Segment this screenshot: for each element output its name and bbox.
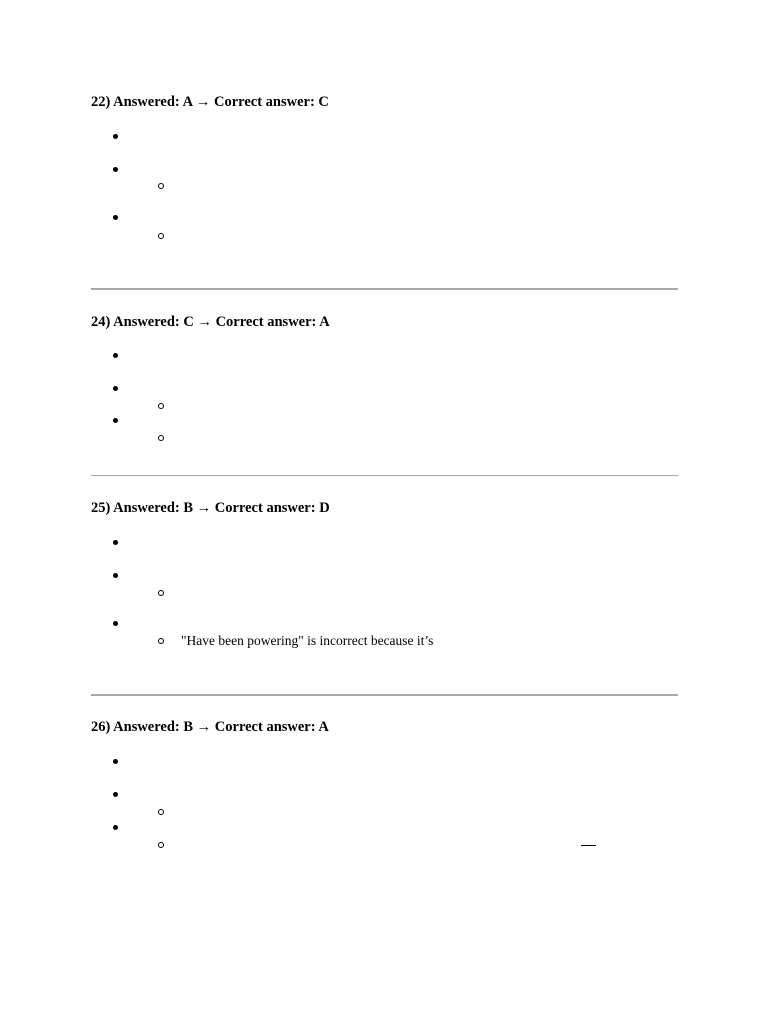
bullet	[113, 215, 118, 220]
answer-heading: 22) Answered: A → Correct answer: C	[91, 94, 329, 110]
bullet	[113, 386, 118, 391]
sub-bullet	[158, 809, 164, 815]
bullet	[113, 825, 118, 830]
answer-heading: 26) Answered: B → Correct answer: A	[91, 719, 329, 735]
divider	[91, 694, 678, 696]
bullet	[113, 792, 118, 797]
bullet	[113, 759, 118, 764]
sub-bullet	[158, 842, 164, 848]
explanation-text: "Have been powering" is incorrect because it’s	[181, 633, 434, 648]
sub-bullet	[158, 638, 164, 644]
divider	[91, 288, 678, 290]
sub-bullet	[158, 435, 164, 441]
sub-bullet	[158, 403, 164, 409]
divider	[91, 475, 678, 476]
bullet	[113, 621, 118, 626]
bullet	[113, 540, 118, 545]
sub-bullet	[158, 590, 164, 596]
bullet	[113, 134, 118, 139]
bullet	[113, 418, 118, 423]
sub-bullet	[158, 233, 164, 239]
sub-bullet	[158, 183, 164, 189]
dash-mark	[581, 845, 596, 846]
answer-heading: 24) Answered: C → Correct answer: A	[91, 314, 330, 330]
answer-heading: 25) Answered: B → Correct answer: D	[91, 500, 330, 516]
bullet	[113, 573, 118, 578]
bullet	[113, 353, 118, 358]
bullet	[113, 167, 118, 172]
